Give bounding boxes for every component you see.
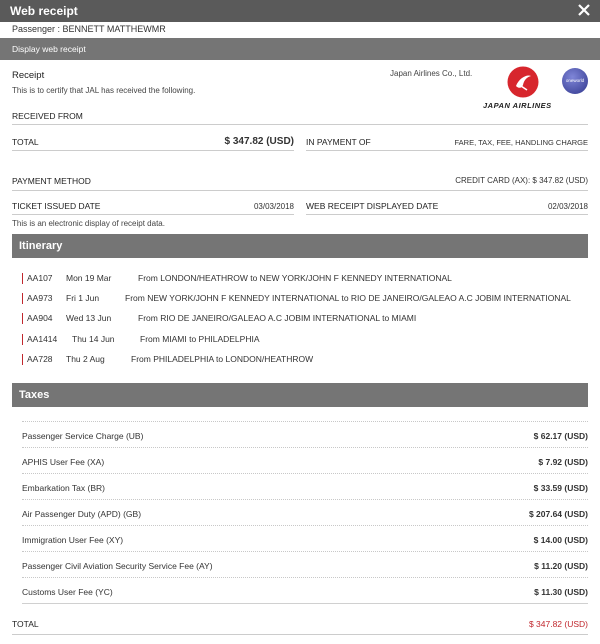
receipt-description: This is to certify that JAL has received the following. — [12, 86, 196, 95]
flight-number: AA973 — [27, 293, 53, 303]
taxes-title: Taxes — [19, 389, 50, 401]
tax-amount: $ 33.59 (USD) — [533, 483, 588, 493]
taxes-header — [12, 383, 588, 407]
flight-number: AA1414 — [27, 334, 58, 344]
divider — [12, 150, 294, 151]
total-value: $ 347.82 (USD) — [224, 136, 294, 147]
tax-row — [22, 525, 588, 547]
flight-route: From MIAMI to PHILADELPHIA — [140, 334, 260, 344]
web-receipt-displayed-date-label: WEB RECEIPT DISPLAYED DATE — [306, 201, 439, 211]
itinerary-row-marker — [22, 334, 23, 345]
tax-name: Immigration User Fee (XY) — [22, 535, 124, 545]
window-titlebar — [0, 0, 600, 22]
flight-date: Fri 1 Jun — [66, 293, 100, 303]
grand-total-label: TOTAL — [12, 619, 39, 629]
tax-amount: $ 11.30 (USD) — [534, 587, 588, 597]
flight-date: Mon 19 Mar — [66, 273, 112, 283]
divider — [22, 603, 588, 604]
tax-row — [22, 551, 588, 573]
itinerary-row-marker — [22, 354, 23, 365]
close-icon[interactable] — [576, 2, 592, 18]
flight-route: From PHILADELPHIA to LONDON/HEATHROW — [131, 354, 314, 364]
receipt-heading: Receipt — [12, 70, 45, 81]
flight-number: AA728 — [27, 354, 53, 364]
tax-name: Customs User Fee (YC) — [22, 587, 113, 597]
oneworld-logo-icon: oneworld — [562, 68, 588, 94]
web-receipt-displayed-date-value: 02/03/2018 — [547, 202, 588, 211]
payment-method-label: PAYMENT METHOD — [12, 176, 91, 186]
tax-amount: $ 62.17 (USD) — [533, 431, 588, 441]
tax-amount: $ 207.64 (USD) — [528, 509, 588, 519]
tax-row — [22, 447, 588, 469]
itinerary-row-marker — [22, 313, 23, 324]
flight-route: From LONDON/HEATHROW to NEW YORK/JOHN F KENNEDY INTERNATIONAL — [138, 273, 452, 283]
tax-row — [22, 421, 588, 443]
divider — [12, 634, 588, 635]
japan-airlines-wordmark: JAPAN AIRLINES — [483, 101, 552, 110]
tax-row — [22, 499, 588, 521]
grand-total-value: $ 347.82 (USD) — [528, 619, 588, 629]
display-web-receipt-bar — [0, 38, 600, 60]
total-label: TOTAL — [12, 137, 39, 147]
passenger-name: Passenger : BENNETT MATTHEWMR — [12, 24, 166, 34]
tax-name: Embarkation Tax (BR) — [22, 483, 105, 493]
flight-date: Thu 2 Aug — [66, 354, 105, 364]
itinerary-header — [12, 234, 588, 258]
flight-route: From NEW YORK/JOHN F KENNEDY INTERNATIONAL to RIO DE JANEIRO/GALEAO A.C JOBIM INTERNATIONAL — [125, 293, 571, 303]
tax-row — [22, 577, 588, 599]
tax-row — [22, 473, 588, 495]
divider — [12, 214, 294, 215]
divider — [12, 190, 588, 191]
tax-name: Passenger Service Charge (UB) — [22, 431, 144, 441]
itinerary-row-marker — [22, 293, 23, 304]
electronic-display-note: This is an electronic display of receipt data. — [12, 219, 165, 228]
tax-amount: $ 7.92 (USD) — [538, 457, 588, 467]
in-payment-of-label: IN PAYMENT OF — [306, 137, 371, 147]
flight-route: From RIO DE JANEIRO/GALEAO A.C JOBIM INTERNATIONAL to MIAMI — [138, 313, 417, 323]
jal-crane-logo-icon — [507, 66, 539, 98]
itinerary-title: Itinerary — [19, 240, 63, 252]
tax-amount: $ 11.20 (USD) — [534, 561, 588, 571]
tax-amount: $ 14.00 (USD) — [533, 535, 588, 545]
flight-date: Wed 13 Jun — [66, 313, 112, 323]
divider — [306, 214, 588, 215]
divider — [12, 124, 588, 125]
company-name: Japan Airlines Co., Ltd. — [390, 69, 473, 78]
received-from-label: RECEIVED FROM — [12, 111, 83, 121]
ticket-issued-date-value: 03/03/2018 — [253, 202, 294, 211]
flight-date: Thu 14 Jun — [72, 334, 115, 344]
flight-number: AA107 — [27, 273, 53, 283]
divider — [306, 150, 588, 151]
tax-name: Passenger Civil Aviation Security Service Fee (AY) — [22, 561, 213, 571]
payment-method-value: CREDIT CARD (AX): $ 347.82 (USD) — [455, 176, 588, 185]
subheader-label: Display web receipt — [12, 44, 86, 54]
flight-number: AA904 — [27, 313, 53, 323]
itinerary-row-marker — [22, 273, 23, 284]
tax-name: Air Passenger Duty (APD) (GB) — [22, 509, 142, 519]
ticket-issued-date-label: TICKET ISSUED DATE — [12, 201, 101, 211]
window-title: Web receipt — [10, 4, 78, 18]
in-payment-of-value: FARE, TAX, FEE, HANDLING CHARGE — [454, 138, 588, 147]
tax-name: APHIS User Fee (XA) — [22, 457, 105, 467]
